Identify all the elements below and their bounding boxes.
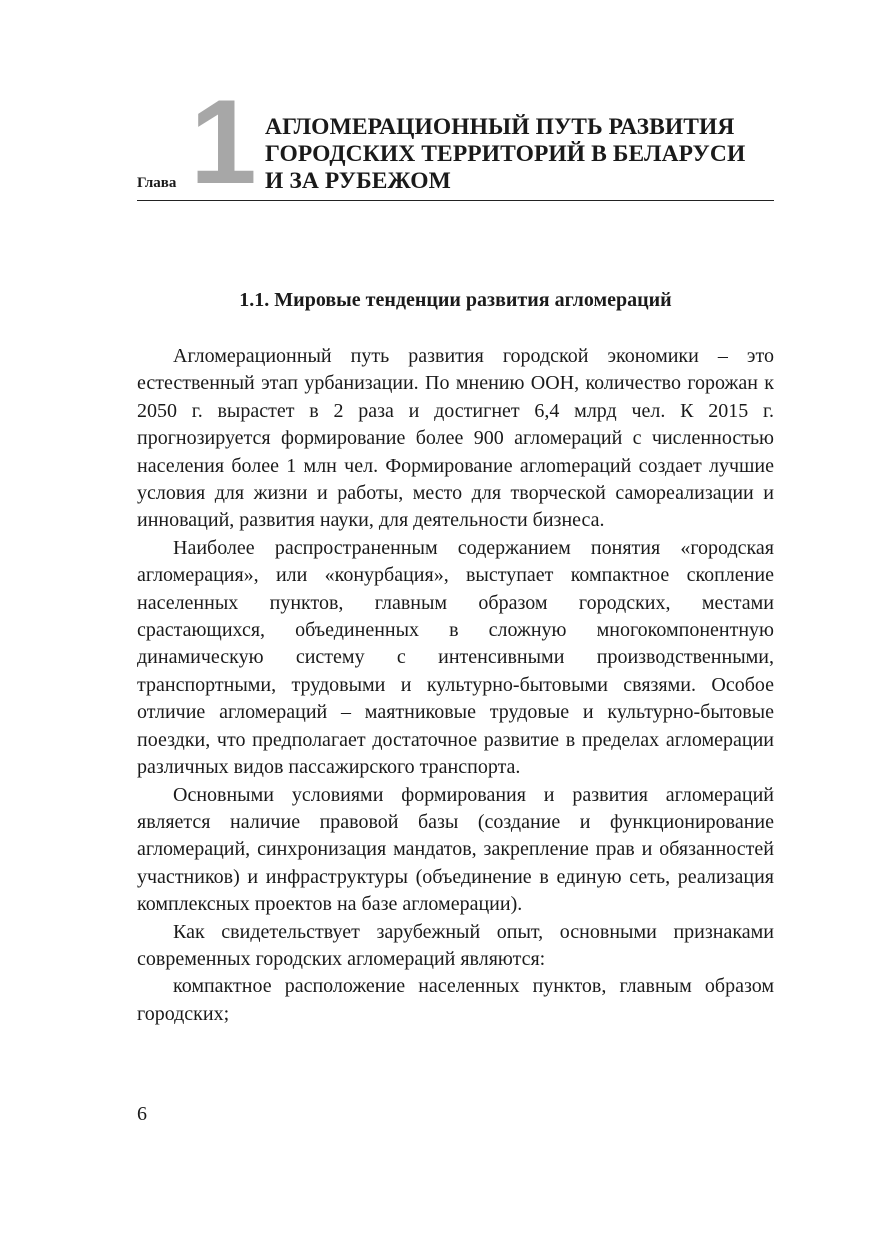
chapter-header [137,75,774,209]
chapter-title-line: ГОРОДСКИХ ТЕРРИТОРИЙ В БЕЛАРУСИ [265,141,746,167]
chapter-title-line: АГЛОМЕРАЦИОННЫЙ ПУТЬ РАЗВИТИЯ [265,114,735,140]
paragraph: Основными условиями формирования и развития агломераций является наличие правовой базы (создание и функционирование агломераций, синхронизация мандатов, закрепление прав и обязанностей участников) и инфраструктуры (объединение в единую сеть, реализация комплексных проектов на базе агломерации). [137,783,774,916]
chapter-title [265,114,775,195]
paragraph: компактное расположение населенных пунктов, главным образом городских; [137,975,774,1025]
paragraph: Агломерационный путь развития городской экономики – это естественный этап урбанизации. По мнению ООН, количество горожан к 2050 г. вырастет в 2 раза и достигнет 6,4 млрд чел. К 2015 г. прогнозируется формирование более 900 агломераций с численностью населения более 1 млн чел. Формирование аглоmераций создает лучшие условия для жизни и работы, место для творческой самореализации и инноваций, развития науки, для деятельности бизнеса. [137,345,774,532]
page-number: 6 [137,1103,147,1125]
paragraph: Как свидетельствует зарубежный опыт, основными признаками современных городских агломераций являются: [137,920,774,970]
chapter-number: 1 [190,75,257,209]
chapter-title-line: И ЗА РУБЕЖОМ [265,168,451,194]
body-text [137,343,774,1028]
chapter-label: Глава [137,175,177,191]
section-title: 1.1. Мировые тенденции развития агломераций [239,289,672,311]
paragraph: Наиболее распространенным содержанием понятия «городская агломерация», или «конурбация», выступает компактное скопление населенных пунктов, главным образом городских, местами срастающихся, объединенных в сложную многокомпонентную динамическую систему с интенсивными производственными, транспортными, трудовыми и культурно-бытовыми связями. Особое отличие агломераций – маятниковые трудовые и культурно-бытовые поездки, что предполагает достаточное развитие в пределах агломерации различных видов пассажирского транспорта. [137,536,774,779]
